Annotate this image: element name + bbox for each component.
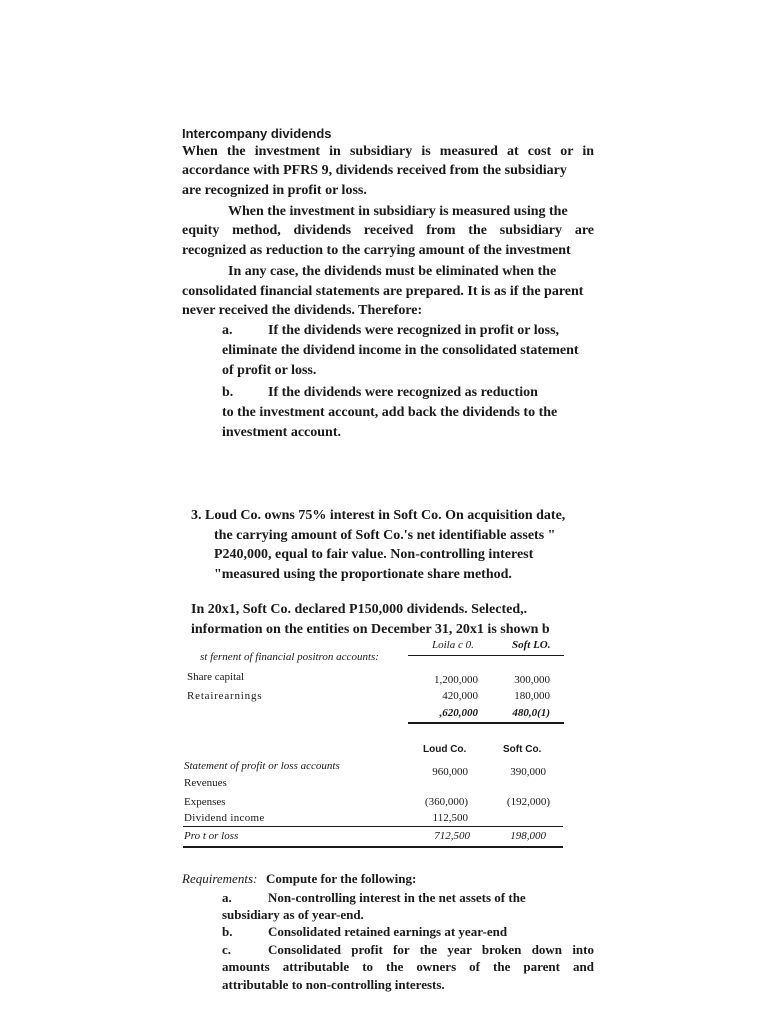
table2-total-cell: 712,500 <box>434 830 470 842</box>
paragraph-line: never received the dividends. Therefore: <box>182 303 423 318</box>
req-line: Non-controlling interest in the net assets of the <box>268 890 526 905</box>
paragraph-line: equity method, dividends received from the subsidiary are <box>182 223 594 238</box>
paragraph-line: recognized as reduction to the carrying amount of the investment <box>182 243 571 258</box>
requirements-intro-rest: Compute for the following: <box>266 871 417 886</box>
table2-total-cell: 198,000 <box>510 830 546 842</box>
table1-row-label: Share capital <box>187 671 245 683</box>
table2-cell: 112,500 <box>432 812 468 824</box>
list-item-line: If the dividends were recognized as reduction <box>268 385 538 400</box>
table2-total-label: Pro t or loss <box>184 830 239 842</box>
req-line: amounts attributable to the owners of the parent and <box>222 959 594 974</box>
table1-cell: 420,000 <box>442 690 478 702</box>
problem-line: "measured using the proportionate share method. <box>214 567 512 582</box>
table2-col-header-parent: Loud Co. <box>423 744 467 755</box>
req-line: subsidiary as of year-end. <box>222 907 364 922</box>
table2-row-label: Dividend income <box>184 812 265 824</box>
table1-total-cell: 480,0(1) <box>512 707 550 719</box>
table2-cell: (192,000) <box>506 796 550 808</box>
paragraph-line: When the investment in subsidiary is measured at cost or in <box>182 144 594 159</box>
list-item-line: eliminate the dividend income in the consolidated statement <box>222 343 579 358</box>
table2-bottom-rule <box>183 846 563 848</box>
req-line: Consolidated retained earnings at year-end <box>268 924 508 939</box>
table2-row-label: Revenues <box>184 777 227 789</box>
table1-cell: 1,200,000 <box>434 674 478 686</box>
problem-line: P240,000, equal to fair value. Non-controlling interest <box>214 547 534 562</box>
table1-total-cell: ,620,000 <box>439 707 478 719</box>
list-item-line: of profit or loss. <box>222 363 317 378</box>
info-line: information on the entities on December 31, 20x1 is shown b <box>191 622 550 637</box>
list-marker: b. <box>222 385 234 400</box>
req-line: attributable to non-controlling interests. <box>222 977 445 992</box>
table1-bottom-rule <box>408 722 564 724</box>
paragraph-line: When the investment in subsidiary is measured using the <box>228 204 568 219</box>
table1-section-label: st fernent of financial positron accounts: <box>200 651 379 663</box>
list-marker: a. <box>222 323 233 338</box>
table2-cell: (360,000) <box>424 796 468 808</box>
table1-col-header-sub: Soft LO. <box>512 639 551 651</box>
table2-section-label: Statement of profit or loss accounts <box>184 760 340 772</box>
table1-col-header-parent: Loila c 0. <box>432 639 474 651</box>
problem-line: the carrying amount of Soft Co.'s net identifiable assets " <box>214 528 556 543</box>
requirements-intro: Requirements: <box>182 871 258 886</box>
list-item-line: to the investment account, add back the dividends to the <box>222 405 558 420</box>
problem-line: 3. Loud Co. owns 75% interest in Soft Co. On acquisition date, <box>191 508 566 523</box>
req-marker: a. <box>222 890 232 905</box>
table2-row-label: Expenses <box>184 796 226 808</box>
paragraph-line: consolidated financial statements are prepared. It is as if the parent <box>182 284 584 299</box>
list-item-line: investment account. <box>222 425 341 440</box>
req-marker: b. <box>222 924 233 939</box>
req-line: Consolidated profit for the year broken down into <box>268 942 594 957</box>
paragraph-line: are recognized in profit or loss. <box>182 183 367 198</box>
table2-cell: 390,000 <box>510 766 546 778</box>
paragraph-line: accordance with PFRS 9, dividends received from the subsidiary <box>182 163 567 178</box>
table2-subtotal-rule <box>183 826 563 827</box>
table1-header-rule <box>408 655 564 656</box>
table1-row-label: Retairearnings <box>187 690 263 702</box>
list-item-line: If the dividends were recognized in profit or loss, <box>268 323 560 338</box>
table1-cell: 180,000 <box>514 690 550 702</box>
section-heading: Intercompany dividends <box>182 126 332 141</box>
table1-cell: 300,000 <box>514 674 550 686</box>
table2-cell: 960,000 <box>432 766 468 778</box>
info-line: In 20x1, Soft Co. declared P150,000 dividends. Selected,. <box>191 602 528 617</box>
table2-col-header-sub: Soft Co. <box>503 744 542 755</box>
req-marker: c. <box>222 942 232 957</box>
paragraph-line: In any case, the dividends must be eliminated when the <box>228 264 557 279</box>
